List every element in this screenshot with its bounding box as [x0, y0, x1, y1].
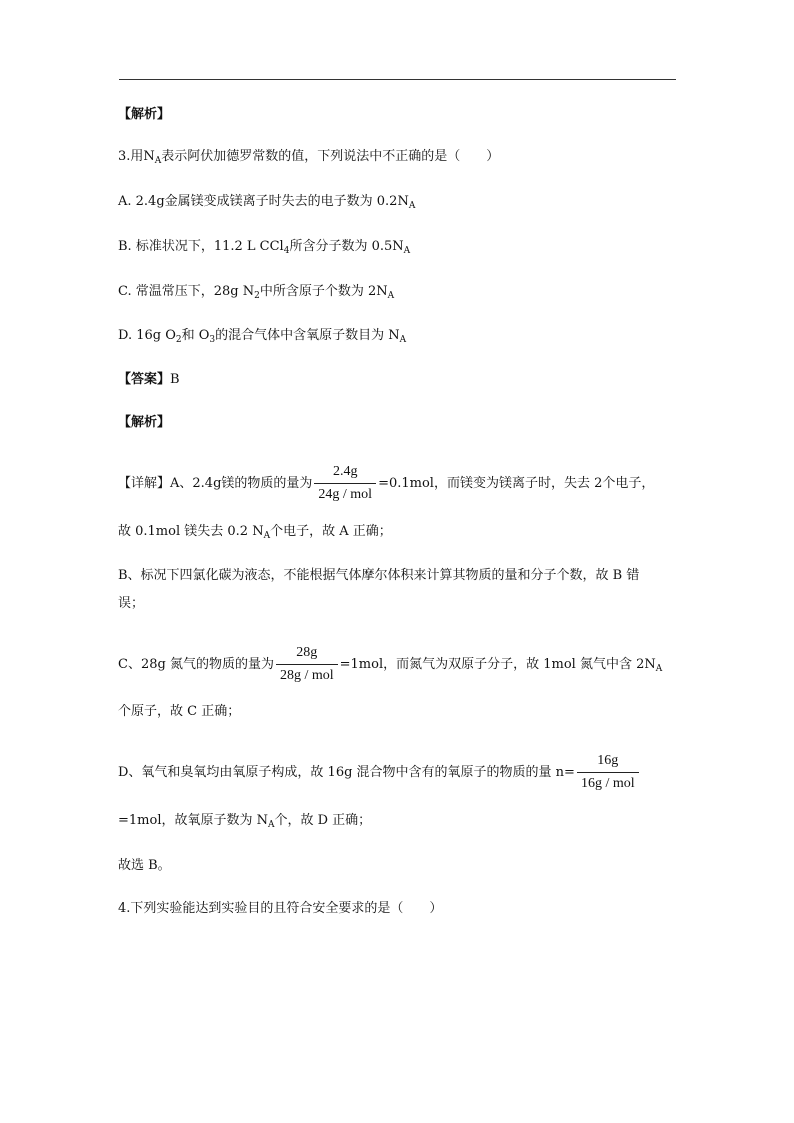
option-text: D. 16g O [118, 328, 176, 343]
detail-text: 个电子，故 A 正确； [270, 524, 392, 539]
subscript: A [399, 335, 407, 345]
stem-text: 表示阿伏加德罗常数的值，下列说法中不正确的是（ ） [161, 149, 500, 164]
answer-value: B [170, 372, 180, 387]
option-text: B. 标准状况下，11.2 L CCl [118, 239, 284, 254]
option-text: 所含分子数为 0.5N [289, 239, 404, 254]
option-a [118, 193, 415, 211]
detail-text: =0.1mol，而镁变为镁离子时，失去 2个电子， [378, 476, 655, 491]
detail-text: D、氧气和臭氧均由氧原子构成，故 16g 混合物中含有的氧原子的物质的量 n= [118, 765, 575, 780]
option-text: 和 O [181, 328, 210, 343]
detail-a-line-2 [118, 523, 392, 541]
detail-text: 【详解】A、2.4g镁的物质的量为 [118, 476, 313, 491]
subscript: A [403, 246, 411, 256]
fraction-numerator: 16g [577, 752, 639, 773]
option-d [118, 327, 406, 345]
detail-text: C、28g 氮气的物质的量为 [118, 657, 274, 672]
subscript: 2 [175, 335, 182, 345]
fraction-denominator: 24g / mol [318, 487, 373, 502]
fraction-denominator: 28g / mol [279, 668, 334, 683]
fraction-denominator: 16g / mol [580, 776, 635, 791]
subscript: A [263, 531, 271, 541]
detail-text: 个，故 D 正确； [274, 813, 372, 828]
option-text: 的混合气体中含氧原子数目为 N [215, 328, 400, 343]
fraction-numerator: 28g [276, 644, 338, 665]
fraction-d [577, 752, 639, 793]
header-rule [119, 79, 676, 80]
detail-text: =1mol，而氮气为双原子分子，故 1mol 氮气中含 2N [339, 657, 656, 672]
subscript: A [408, 201, 416, 211]
fraction-numerator: 2.4g [314, 463, 376, 484]
detail-text: 故 0.1mol 镁失去 0.2 N [118, 524, 264, 539]
option-b [118, 238, 410, 256]
detail-a-line-1 [118, 462, 654, 506]
detail-d-line-1 [118, 751, 641, 795]
stem-text: 3.用 [118, 149, 144, 164]
subscript: 2 [254, 291, 260, 301]
stem-symbol: N [143, 149, 155, 164]
subscript: A [267, 820, 275, 830]
subscript: 3 [209, 335, 216, 345]
detail-b-line-2: 误； [118, 596, 145, 611]
answer-line [118, 371, 180, 389]
detail-c-line-1 [118, 643, 662, 687]
option-text: A. 2.4g金属镁变成镁离子时失去的电子数为 0.2N [118, 194, 409, 209]
section-heading-analysis-2: 【解析】 [118, 415, 171, 430]
question-3-stem [118, 148, 499, 166]
subscript: A [655, 664, 663, 674]
answer-label: 【答案】 [118, 372, 171, 387]
section-heading-analysis: 【解析】 [118, 107, 171, 122]
option-text: 中所含原子个数为 2N [259, 284, 388, 299]
detail-d-line-2 [118, 812, 371, 830]
detail-text: =1mol，故氧原子数为 N [118, 813, 268, 828]
subscript: A [387, 291, 395, 301]
fraction-c [276, 644, 338, 685]
question-4-stem: 4.下列实验能达到实验目的且符合安全要求的是（ ） [118, 901, 443, 916]
detail-b-line-1: B、标况下四氯化碳为液态，不能根据气体摩尔体积来计算其物质的量和分子个数，故 B 错 [118, 568, 640, 583]
fraction-a [314, 463, 376, 504]
subscript: 4 [283, 246, 290, 256]
option-c [118, 283, 394, 301]
detail-c-line-2: 个原子，故 C 正确； [118, 704, 241, 719]
option-text: C. 常温常压下，28g N [118, 284, 255, 299]
subscript: A [154, 156, 162, 166]
conclusion: 故选 B。 [118, 858, 171, 873]
